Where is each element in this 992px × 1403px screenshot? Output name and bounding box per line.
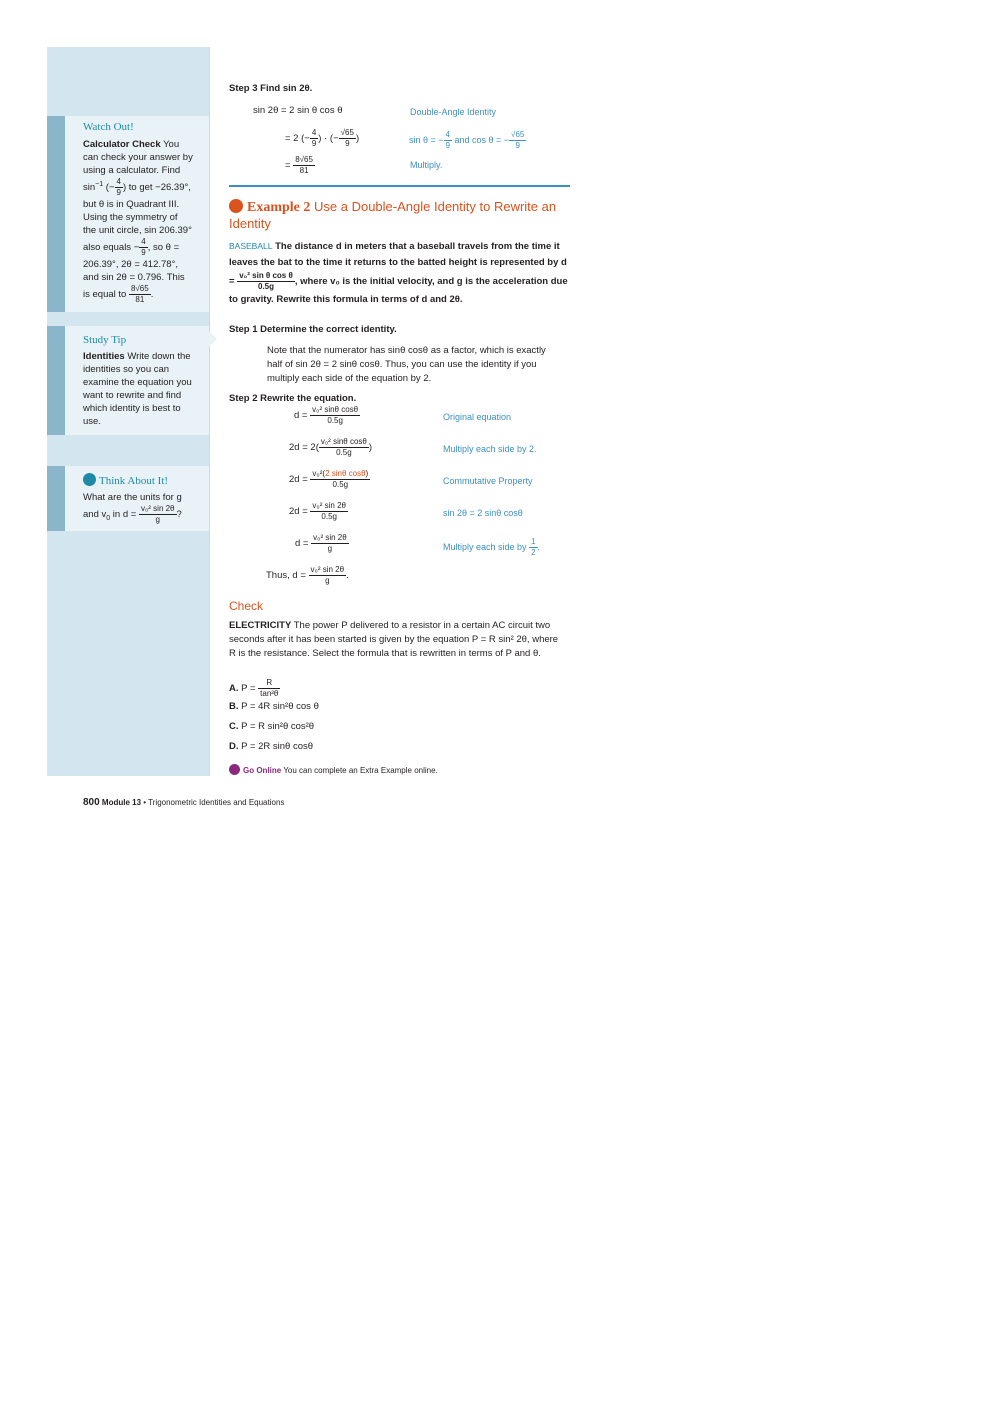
step2-conclusion: Thus, d = $\frac{\text{v₀² sin 2θ}}{g}$ . [266, 565, 349, 585]
check-tag: ELECTRICITY [229, 620, 292, 631]
think-text [83, 491, 198, 525]
step2-row-3: 2d = $\frac{\text{v₀²(2 sinθ cosθ)}}{0.5g}$ [289, 469, 369, 489]
think-text-1: What are the units for g and v [83, 492, 182, 521]
step3-heading: Step 3 Find sin 2θ. [229, 83, 313, 94]
study-tip-strip [47, 326, 65, 435]
page-footer [83, 797, 284, 808]
watch-out-text-4: This is equal to [83, 272, 185, 301]
page-number: 800 [83, 797, 100, 808]
watch-out-text-2: to get −26.39°, but θ is in Quadrant III. Using the symmetry of the unit circle, sin 206.39° also equals − [83, 182, 192, 254]
check-option-a[interactable]: A. P = $\frac{R}{\text{tan²θ}}$ [229, 678, 279, 698]
think-title-row [83, 473, 168, 487]
example2-problem-1: The distance d in meters that a baseball travels from the time it leaves the bat to the time it returns to the batted height is represented by d = [229, 241, 567, 288]
footer-title: Trigonometric Identities and Equations [148, 798, 285, 807]
think-sub: 0 [106, 514, 111, 522]
watch-out-frac-2: $\frac{4}{9}$ [141, 237, 146, 257]
footer-module: Module 13 [101, 798, 142, 807]
step3-line1-note: Double-Angle Identity [410, 107, 497, 117]
think-frac: $\frac{\text{v₀² sin 2θ}}{g}$ [140, 504, 175, 524]
watch-out-sup: −1 [95, 180, 104, 188]
study-tip-body: Write down the identities so you can examine the equation you want to rewrite and find which identity is best to use. [83, 351, 192, 427]
step3-line1: sin 2θ = 2 sin θ cos θ [253, 105, 343, 116]
study-tip-pointer [209, 331, 217, 347]
step2-row-4: 2d = $\frac{\text{v₀² sin 2θ}}{0.5g}$ [289, 501, 346, 521]
step2-heading: Step 2 Rewrite the equation. [229, 393, 357, 404]
watch-out-text: Calculator Check You can check your answer by using a calculator. Find $\sin^{-1}$ (− $\frac{4}{9}$ ) to get −26.39°, but θ is in Quadrant III. Using the symmetry of the unit circle, sin 206.39° also equals − $\frac{4}{9}$ , so θ = 206.39°, 2θ = 412.78°, and sin 2θ = 0.796. This is equal to $\frac{8√65}{81}$ . [83, 139, 193, 304]
example2-tag: BASEBALL [229, 241, 273, 251]
step1-heading: Step 1 Determine the correct identity. [229, 324, 397, 335]
go-online[interactable] [229, 764, 438, 775]
example2-heading: Use a Double-Angle Identity to Rewrite an Identity [229, 199, 557, 231]
think-bubble-icon [83, 473, 96, 486]
watch-out-text-3: , so θ = 206.39°, 2θ = 412.78°, and sin 2θ = 0.796. [83, 242, 180, 283]
check-problem [229, 619, 564, 661]
check-text: The power P delivered to a resistor in a certain AC circuit two seconds after it has been started is given by the equation P = R sin² 2θ, where R is the resistance. Select the formula that is rewritten in terms of P and θ. [229, 620, 559, 659]
step3-line2-note: sin θ = − $\frac{4}{9}$ and cos θ = − $\frac{√65}{9}$ [409, 130, 525, 150]
think-text-2: in d = [112, 509, 137, 521]
step2-row-2: 2d = 2( $\frac{\text{v₀² sinθ cosθ}}{0.5g}$ ) [289, 437, 373, 457]
watch-out-lead: Calculator Check [83, 139, 161, 150]
example2-problem-2: , where v₀ is the initial velocity, and g is the acceleration due to gravity. Rewrite this formula in terms of d and 2θ. [229, 276, 568, 305]
example2-problem [229, 238, 569, 308]
step2-row-2-note: Multiply each side by 2. [443, 444, 537, 454]
check-title: Check [229, 599, 264, 613]
check-option-d[interactable]: D. P = 2R sinθ cosθ [229, 741, 314, 752]
step2-row-3-note: Commutative Property [443, 476, 533, 486]
think-strip [47, 466, 65, 531]
step2-row-5-note: Multiply each side by $\frac{1}{2}$ . [443, 537, 541, 557]
check-option-b[interactable]: B. P = 4R sin²θ cos θ [229, 701, 319, 712]
study-tip-text [83, 350, 193, 428]
step3-line2: = 2 (− $\frac{4}{9}$ ) · (− $\frac{√65}{9}$ ) [285, 128, 360, 148]
sidebar-divider [209, 47, 210, 776]
think-text-3: ? [176, 509, 182, 521]
go-online-icon [229, 764, 240, 775]
watch-out-eq-frac: $\frac{8√65}{81}$ [130, 284, 149, 304]
step1-text: Note that the numerator has sinθ cosθ as a factor, which is exactly half of sin 2θ = 2 sinθ cosθ. Thus, you can use the identity if you multiply each side of the equation by 2. [267, 345, 546, 384]
example2-title [229, 199, 574, 232]
section-divider [229, 185, 570, 187]
example2-problem-frac: $\frac{\text{v₀² sin θ cos θ}}{0.5g}$ [239, 271, 293, 291]
footer-sep: • [143, 798, 147, 807]
example2-label: Example 2 [247, 200, 311, 215]
study-tip-lead: Identities [83, 351, 125, 362]
step2-row-4-note: sin 2θ = 2 sinθ cosθ [443, 508, 523, 518]
check-option-c[interactable]: C. P = R sin²θ cos²θ [229, 721, 315, 732]
go-online-text: You can complete an Extra Example online. [283, 766, 438, 775]
globe-icon [229, 199, 243, 213]
step3-line3: = $\frac{8√65}{81}$ [285, 155, 313, 175]
watch-out-text-1: You can check your answer by using a calculator. Find sin [83, 139, 193, 194]
watch-out-title: Watch Out! [83, 121, 134, 133]
watch-out-frac: $\frac{4}{9}$ [116, 177, 121, 197]
watch-out-strip [47, 116, 65, 312]
think-title: Think About It! [99, 475, 169, 487]
step3-line3-note: Multiply. [410, 160, 443, 170]
go-online-label[interactable]: Go Online [243, 766, 282, 775]
step2-row-5: d = $\frac{\text{v₀² sin 2θ}}{g}$ [295, 533, 347, 553]
study-tip-title: Study Tip [83, 334, 127, 346]
step2-row-1-note: Original equation [443, 412, 512, 422]
step2-row-1: d = $\frac{\text{v₀² sinθ cosθ}}{0.5g}$ [294, 405, 359, 425]
